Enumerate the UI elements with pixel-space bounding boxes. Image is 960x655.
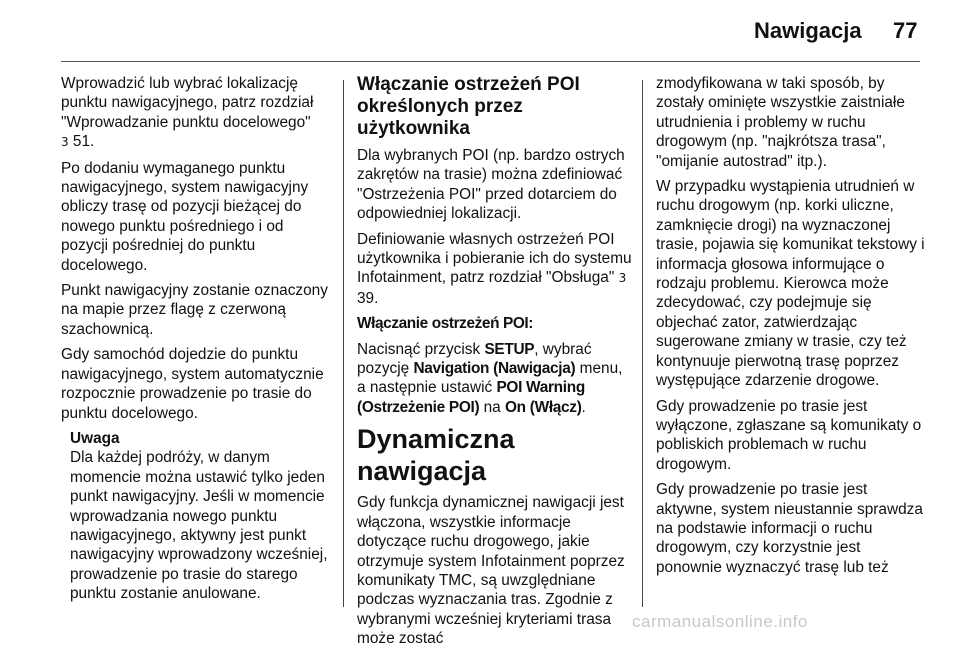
menu-term-poi-warning: POI Warning (Ostrzeżenie POI) [357,379,585,416]
column-middle [357,74,635,655]
page-reference-icon: 3 [618,271,627,286]
paragraph: Gdy prowadzenie po trasie jest wyłączone, zgłaszane są komunikaty o pobliskich problemach w ruchu drogowym. [656,397,922,473]
header-divider [61,61,920,62]
paragraph [357,340,635,418]
paragraph: Punkt nawigacyjny zostanie oznaczony na mapie przez flagę z czerwoną szachownicą. [61,282,328,338]
column-divider-2 [642,80,643,607]
page-reference: 51. [68,133,95,151]
section-title: Dynamiczna nawigacja [357,424,515,487]
paragraph: Po dodaniu wymaganego punktu nawigacyjnego, system nawigacyjny obliczy trasę od pozycji bieżącej do nowego punktu pośredniego i od pozycji pośredniej do punktu docelowego. [61,159,309,274]
watermark: carmanualsonline.info [632,612,808,631]
page-reference: 39. [357,289,379,307]
column-divider-1 [343,80,344,607]
paragraph [61,74,333,153]
paragraph [357,230,635,309]
paragraph-text: Wprowadzić lub wybrać lokalizację punktu nawigacyjnego, patrz rozdział "Wprowadzanie punktu docelowego" [61,75,314,131]
page-number: 77 [893,18,918,43]
menu-term-on: On (Włącz) [505,398,582,416]
paragraph-text: Definiowanie własnych ostrzeżeń POI użytkownika i pobieranie ich do systemu Infotainment, patrz rozdział "Obsługa" [357,230,632,287]
subheading: Włączanie ostrzeżeń POI: [357,315,533,333]
paragraph: Dla wybranych POI (np. bardzo ostrych zakrętów na trasie) można zdefiniować "Ostrzeżenia POI" przed dotarciem do odpowiedniej lokalizacji. [357,147,625,223]
note-text: Dla każdej podróży, w danym momencie można ustawić tylko jeden punkt nawigacyjny. Jeśli w momencie wprowadzania nowego punktu nawigacyjnego, aktywny jest punkt nawigacyjny wprowadzony wcześniej, prowadzenie po trasie do starego punktu zostanie anulowane. [70,449,328,603]
paragraph: zmodyfikowana w taki sposób, by zostały ominięte wszystkie zaistniałe utrudnienia i problemy w ruchu drogowym (np. "najkrótsza trasa", "omijanie autostrad" itp.). [656,75,905,170]
note-title: Uwaga [70,429,120,447]
paragraph: W przypadku wystąpienia utrudnień w ruchu drogowym (np. korki uliczne, zamknięcie drogi) na wyznaczonej trasie, pojawia się komunikat tekstowy i informacja głosowa informujące o rodzaju problemu. Kierowca może zdecydować, czy podejmuje się objechać zator, zatwierdzając sugerowane zmiany w trasie, czy też kontynuuje pierwotną trasę poprzez występujące zdarzenie drogowe. [656,178,925,390]
text: menu, a następnie ustawić [357,360,623,397]
column-left [61,74,333,604]
page-header [0,0,960,62]
text: Nacisnąć przycisk [357,340,485,358]
page-title: Nawigacja [754,18,862,43]
text: , wybrać pozycję [357,340,592,378]
menu-term-setup: SETUP [484,340,535,358]
paragraph: Gdy samochód dojedzie do punktu nawigacyjnego, system automatycznie rozpocznie prowadzenie po trasie do punktu docelowego. [61,346,324,422]
text: na [479,398,506,416]
menu-term-navigation: Navigation (Nawigacja) [413,360,576,378]
paragraph: Gdy prowadzenie po trasie jest aktywne, system nieustannie sprawdza na podstawie informacji o ruchu drogowym, czy korzystnie jest ponownie wyznaczyć trasę lub też [656,481,923,576]
text: . [581,398,586,416]
note-box [70,429,333,604]
paragraph: Gdy funkcja dynamicznej nawigacji jest włączona, wszystkie informacje dotyczące ruchu drogowego, jakie otrzymuje system Infotainment poprzez komunikaty TMC, są uwzględniane podczas wyznaczania tras. Zgodnie z wybranymi wcześniej kryteriami trasa może zostać [357,494,625,648]
section-heading: Włączanie ostrzeżeń POI określonych przez użytkownika [357,74,580,139]
page-reference-icon: 3 [61,135,69,150]
column-right [656,74,928,583]
